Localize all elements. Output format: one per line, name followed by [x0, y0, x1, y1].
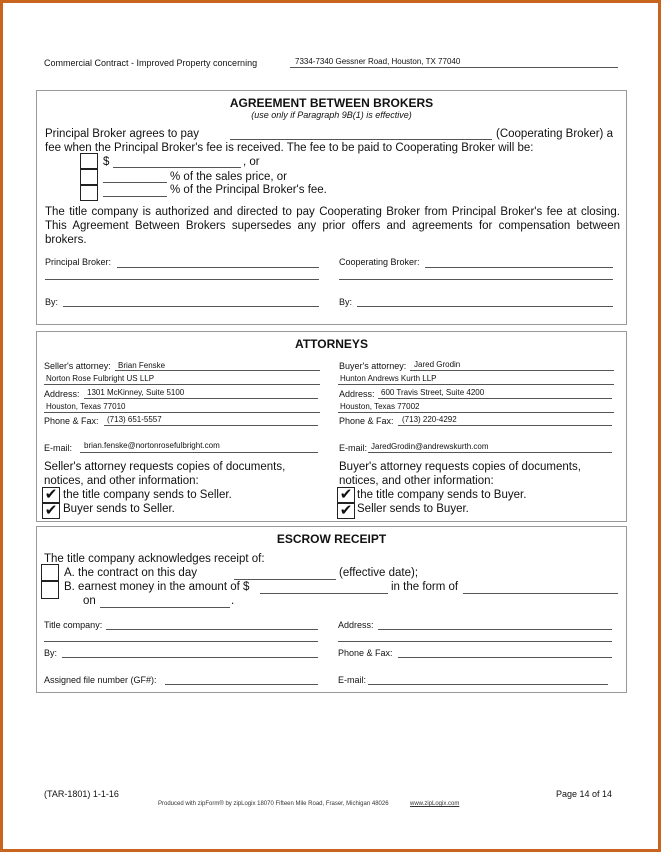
cooperating-by-field[interactable]	[357, 306, 613, 307]
seller-attorney-name[interactable]: Brian Fenske	[118, 361, 166, 370]
fee-dollar-checkbox[interactable]	[80, 153, 98, 169]
principal-broker-label: Principal Broker:	[45, 257, 112, 267]
buyer-address1[interactable]: 600 Travis Street, Suite 4200	[381, 388, 485, 397]
seller-phone[interactable]: (713) 651-5557	[107, 415, 162, 424]
escrow-section	[36, 526, 627, 693]
buyer-attorney-firm[interactable]: Hunton Andrews Kurth LLP	[340, 374, 437, 383]
buyer-check-seller[interactable]: ✔	[337, 503, 355, 519]
produced-by: Produced with zipForm® by zipLogix 18070 Fifteen Mile Road, Fraser, Michigan 48026	[158, 801, 389, 807]
header-title: Commercial Contract - Improved Property concerning	[44, 58, 258, 68]
seller-address1[interactable]: 1301 McKinney, Suite 5100	[87, 388, 185, 397]
cooperating-broker-label: Cooperating Broker:	[339, 257, 420, 267]
escrow-by-field[interactable]	[62, 657, 318, 658]
brokers-paragraph: The title company is authorized and directed to pay Cooperating Broker from Principal Broker's fee at closing. This Agreement Between Brokers supersedes any prior offers and agreements for compensation between brokers.	[45, 206, 620, 246]
title-company-label: Title company:	[44, 620, 103, 630]
escrow-a-checkbox[interactable]	[41, 564, 59, 581]
seller-check1-label: the title company sends to Seller.	[63, 489, 232, 501]
cooperating-broker-name-field[interactable]	[425, 267, 613, 268]
seller-check-title-company[interactable]: ✔	[42, 487, 60, 503]
page-number: Page 14 of 14	[556, 789, 613, 799]
buyer-email[interactable]: JaredGrodin@andrewskurth.com	[371, 442, 489, 451]
cooperating-by-label: By:	[339, 297, 353, 307]
escrow-address-field[interactable]	[378, 629, 612, 630]
fee-principal-percent-checkbox[interactable]	[80, 185, 98, 201]
escrow-a-suffix: (effective date);	[339, 567, 419, 579]
earnest-date-field[interactable]	[100, 607, 230, 608]
seller-email[interactable]: brian.fenske@nortonrosefulbright.com	[84, 441, 220, 450]
seller-check-buyer[interactable]: ✔	[42, 503, 60, 519]
brokers-section	[36, 90, 627, 325]
brokers-line1b: (Cooperating Broker) a	[496, 128, 613, 140]
principal-percent-field[interactable]	[103, 196, 167, 197]
escrow-title: ESCROW RECEIPT	[276, 532, 387, 546]
opt2-label: % of the sales price, or	[170, 171, 287, 183]
seller-request-text: Seller's attorney requests copies of documents,	[44, 461, 286, 473]
fee-amount-field[interactable]	[113, 167, 241, 168]
earnest-amount-field[interactable]	[260, 593, 388, 594]
opt1-dollar: $	[103, 156, 110, 168]
seller-email-label: E-mail:	[44, 443, 73, 453]
buyer-check2-label: Seller sends to Buyer.	[357, 503, 469, 515]
seller-address2[interactable]: Houston, Texas 77010	[46, 402, 126, 411]
seller-address-label: Address:	[44, 389, 80, 399]
escrow-address-label: Address:	[338, 620, 374, 630]
escrow-phone-field[interactable]	[398, 657, 612, 658]
escrow-intro: The title company acknowledges receipt of:	[44, 553, 265, 565]
seller-check2-label: Buyer sends to Seller.	[63, 503, 175, 515]
buyer-request-text: Buyer's attorney requests copies of documents,	[339, 461, 581, 473]
gf-field[interactable]	[165, 684, 318, 685]
property-address[interactable]: 7334-7340 Gessner Road, Houston, TX 77040	[295, 57, 461, 66]
buyer-attorney-name[interactable]: Jared Grodin	[414, 360, 461, 369]
principal-broker-field[interactable]	[117, 267, 319, 268]
buyer-check-title-company[interactable]: ✔	[337, 487, 355, 503]
escrow-b-form-label: in the form of	[391, 581, 459, 593]
sales-percent-field[interactable]	[103, 182, 167, 183]
brokers-line1: Principal Broker agrees to pay	[45, 128, 200, 140]
opt1-or: , or	[243, 156, 260, 168]
fee-sales-percent-checkbox[interactable]	[80, 169, 98, 185]
brokers-title: AGREEMENT BETWEEN BROKERS	[229, 96, 434, 110]
escrow-b-label: B. earnest money in the amount of $	[64, 581, 250, 593]
escrow-b-checkbox[interactable]	[41, 581, 59, 599]
buyer-address-label: Address:	[339, 389, 375, 399]
buyer-email-label: E-mail:	[339, 443, 368, 453]
opt3-label: % of the Principal Broker's fee.	[170, 184, 327, 196]
escrow-on-label: on	[83, 595, 96, 607]
escrow-email-field[interactable]	[368, 684, 608, 685]
cooperating-broker-field[interactable]	[230, 139, 492, 140]
escrow-by-label: By:	[44, 648, 58, 658]
escrow-phone-label: Phone & Fax:	[338, 648, 393, 658]
buyer-check1-label: the title company sends to Buyer.	[357, 489, 527, 501]
seller-attorney-firm[interactable]: Norton Rose Fulbright US LLP	[46, 374, 155, 383]
gf-label: Assigned file number (GF#):	[44, 675, 157, 685]
seller-request-text2: notices, and other information:	[44, 475, 199, 487]
principal-by-field[interactable]	[63, 306, 319, 307]
buyer-phone-label: Phone & Fax:	[339, 416, 394, 426]
buyer-phone[interactable]: (713) 220-4292	[402, 415, 457, 424]
seller-attorney-label: Seller's attorney:	[44, 361, 111, 371]
brokers-line2: fee when the Principal Broker's fee is received. The fee to be paid to Cooperating Broker will be:	[45, 142, 534, 154]
principal-by-label: By:	[45, 297, 59, 307]
buyer-attorney-label: Buyer's attorney:	[339, 361, 407, 371]
escrow-a-label: A. the contract on this day	[64, 567, 197, 579]
attorneys-title: ATTORNEYS	[295, 337, 368, 351]
buyer-request-text2: notices, and other information:	[339, 475, 494, 487]
title-company-field[interactable]	[106, 629, 318, 630]
brokers-subtitle: (use only if Paragraph 9B(1) is effective)	[251, 110, 412, 120]
earnest-form-field[interactable]	[463, 593, 618, 594]
form-id: (TAR-1801) 1-1-16	[44, 789, 119, 799]
escrow-email-label: E-mail:	[338, 675, 367, 685]
ziplogix-link[interactable]: www.zipLogix.com	[410, 801, 460, 807]
effective-date-field[interactable]	[234, 579, 336, 580]
buyer-address2[interactable]: Houston, Texas 77002	[340, 402, 420, 411]
seller-phone-label: Phone & Fax:	[44, 416, 99, 426]
